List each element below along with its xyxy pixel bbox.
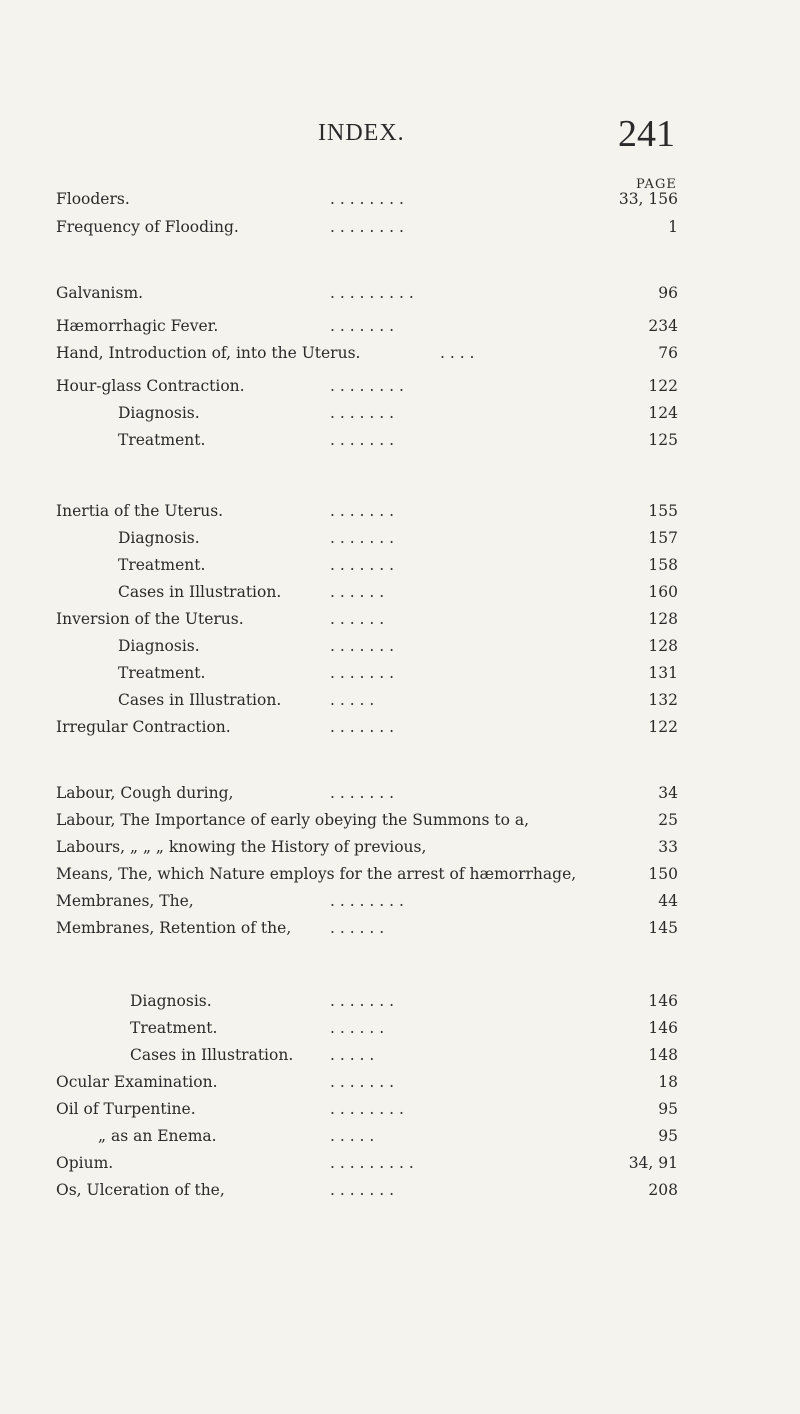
entry-label: Hour-glass Contraction. xyxy=(56,377,245,395)
entry-page: 95 xyxy=(658,1100,678,1118)
leader-dots: . . . . . . . xyxy=(330,784,395,802)
index-entry xyxy=(0,1125,800,1147)
leader-dots: . . . . . . . xyxy=(330,637,395,655)
page-column-header: PAGE xyxy=(636,177,677,192)
entry-page: 148 xyxy=(648,1046,678,1064)
entry-label: Cases in Illustration. xyxy=(118,691,282,709)
entry-label: Diagnosis. xyxy=(118,404,200,422)
entry-page: 146 xyxy=(648,992,678,1010)
leader-dots: . . . . . . . . xyxy=(330,190,404,208)
entry-label: Cases in Illustration. xyxy=(130,1046,294,1064)
entry-label: Flooders. xyxy=(56,190,130,208)
entry-label: Os, Ulceration of the, xyxy=(56,1181,225,1199)
index-entry xyxy=(0,527,800,549)
entry-page: 96 xyxy=(658,284,678,302)
entry-page: 34 xyxy=(658,784,678,802)
entry-label: Diagnosis. xyxy=(118,637,200,655)
index-entry xyxy=(0,1071,800,1093)
index-entry xyxy=(0,315,800,337)
entry-label: Galvanism. xyxy=(56,284,144,302)
entry-page: 34, 91 xyxy=(628,1154,678,1172)
leader-dots: . . . . . . . xyxy=(330,502,395,520)
leader-dots: . . . . . . xyxy=(330,583,385,601)
index-entry xyxy=(0,342,800,364)
index-entry xyxy=(0,635,800,657)
entry-page: 145 xyxy=(648,919,678,937)
index-entry xyxy=(0,1152,800,1174)
index-entry xyxy=(0,216,800,238)
leader-dots: . . . . . . . xyxy=(330,664,395,682)
leader-dots: . . . . . . xyxy=(330,919,385,937)
entry-page: 160 xyxy=(648,583,678,601)
index-entry xyxy=(0,581,800,603)
index-entry xyxy=(0,662,800,684)
leader-dots: . . . . xyxy=(440,344,475,362)
index-entry xyxy=(0,1017,800,1039)
entry-page: 158 xyxy=(648,556,678,574)
index-entry xyxy=(0,375,800,397)
page-number: 241 xyxy=(618,113,675,155)
entry-label: Opium. xyxy=(56,1154,114,1172)
leader-dots: . . . . . . . xyxy=(330,718,395,736)
entry-page: 33 xyxy=(658,838,678,856)
leader-dots: . . . . . . . . xyxy=(330,377,404,395)
leader-dots: . . . . . . . . xyxy=(330,892,404,910)
entry-page: 124 xyxy=(648,404,678,422)
entry-page: 18 xyxy=(658,1073,678,1091)
entry-page: 208 xyxy=(648,1181,678,1199)
index-entry xyxy=(0,500,800,522)
entry-page: 146 xyxy=(648,1019,678,1037)
entry-label: Membranes, The, xyxy=(56,892,194,910)
entry-page: 33, 156 xyxy=(618,190,678,208)
index-entry xyxy=(0,282,800,304)
index-entry xyxy=(0,890,800,912)
leader-dots: . . . . . . . . xyxy=(330,218,404,236)
entry-label: Treatment. xyxy=(118,664,206,682)
leader-dots: . . . . . . . xyxy=(330,317,395,335)
entry-label: Means, The, which Nature employs for the arrest of hæmorrhage, xyxy=(56,865,577,883)
entry-page: 150 xyxy=(648,865,678,883)
index-entry xyxy=(0,782,800,804)
entry-page: 155 xyxy=(648,502,678,520)
entry-page: 122 xyxy=(648,718,678,736)
entry-page: 125 xyxy=(648,431,678,449)
entry-page: 122 xyxy=(648,377,678,395)
entry-label: Labour, The Importance of early obeying the Summons to a, xyxy=(56,811,530,829)
index-entry xyxy=(0,689,800,711)
entry-label: Ocular Examination. xyxy=(56,1073,218,1091)
entry-label: Treatment. xyxy=(118,556,206,574)
index-entry xyxy=(0,809,800,831)
entry-page: 128 xyxy=(648,610,678,628)
leader-dots: . . . . . . . xyxy=(330,992,395,1010)
entry-label: Treatment. xyxy=(130,1019,218,1037)
entry-label: Irregular Contraction. xyxy=(56,718,231,736)
leader-dots: . . . . . . . . . xyxy=(330,284,414,302)
index-entry xyxy=(0,836,800,858)
entry-label: Diagnosis. xyxy=(130,992,212,1010)
entry-label: „ as an Enema. xyxy=(98,1127,217,1145)
page-title: INDEX. xyxy=(318,120,405,146)
entry-page: 131 xyxy=(648,664,678,682)
leader-dots: . . . . . xyxy=(330,1046,375,1064)
entry-page: 76 xyxy=(658,344,678,362)
leader-dots: . . . . . . . xyxy=(330,404,395,422)
entry-label: Frequency of Flooding. xyxy=(56,218,239,236)
index-entry xyxy=(0,1098,800,1120)
index-entry xyxy=(0,716,800,738)
leader-dots: . . . . . . . xyxy=(330,1181,395,1199)
entry-page: 132 xyxy=(648,691,678,709)
entry-label: Diagnosis. xyxy=(118,529,200,547)
entry-label: Oil of Turpentine. xyxy=(56,1100,196,1118)
entry-label: Membranes, Retention of the, xyxy=(56,919,292,937)
leader-dots: . . . . . . xyxy=(330,610,385,628)
entry-page: 128 xyxy=(648,637,678,655)
entry-page: 1 xyxy=(668,218,678,236)
entry-page: 157 xyxy=(648,529,678,547)
index-entry xyxy=(0,429,800,451)
entry-label: Labours, „ „ „ knowing the History of previous, xyxy=(56,838,427,856)
leader-dots: . . . . . xyxy=(330,1127,375,1145)
entry-page: 44 xyxy=(658,892,678,910)
entry-page: 234 xyxy=(648,317,678,335)
entry-label: Inertia of the Uterus. xyxy=(56,502,224,520)
index-entry xyxy=(0,917,800,939)
leader-dots: . . . . . xyxy=(330,691,375,709)
leader-dots: . . . . . . . xyxy=(330,431,395,449)
index-entry xyxy=(0,863,800,885)
entry-label: Treatment. xyxy=(118,431,206,449)
entry-label: Hand, Introduction of, into the Uterus. xyxy=(56,344,361,362)
index-entry xyxy=(0,1179,800,1201)
entry-label: Hæmorrhagic Fever. xyxy=(56,317,219,335)
leader-dots: . . . . . . . xyxy=(330,1073,395,1091)
entry-label: Cases in Illustration. xyxy=(118,583,282,601)
index-entry xyxy=(0,188,800,210)
entry-page: 25 xyxy=(658,811,678,829)
index-entry xyxy=(0,1044,800,1066)
index-entry xyxy=(0,554,800,576)
index-entry xyxy=(0,402,800,424)
leader-dots: . . . . . . . xyxy=(330,529,395,547)
entry-label: Inversion of the Uterus. xyxy=(56,610,244,628)
index-entry xyxy=(0,990,800,1012)
leader-dots: . . . . . . . . xyxy=(330,1100,404,1118)
entry-label: Labour, Cough during, xyxy=(56,784,234,802)
leader-dots: . . . . . . . . . xyxy=(330,1154,414,1172)
leader-dots: . . . . . . xyxy=(330,1019,385,1037)
index-entry xyxy=(0,608,800,630)
entry-page: 95 xyxy=(658,1127,678,1145)
leader-dots: . . . . . . . xyxy=(330,556,395,574)
